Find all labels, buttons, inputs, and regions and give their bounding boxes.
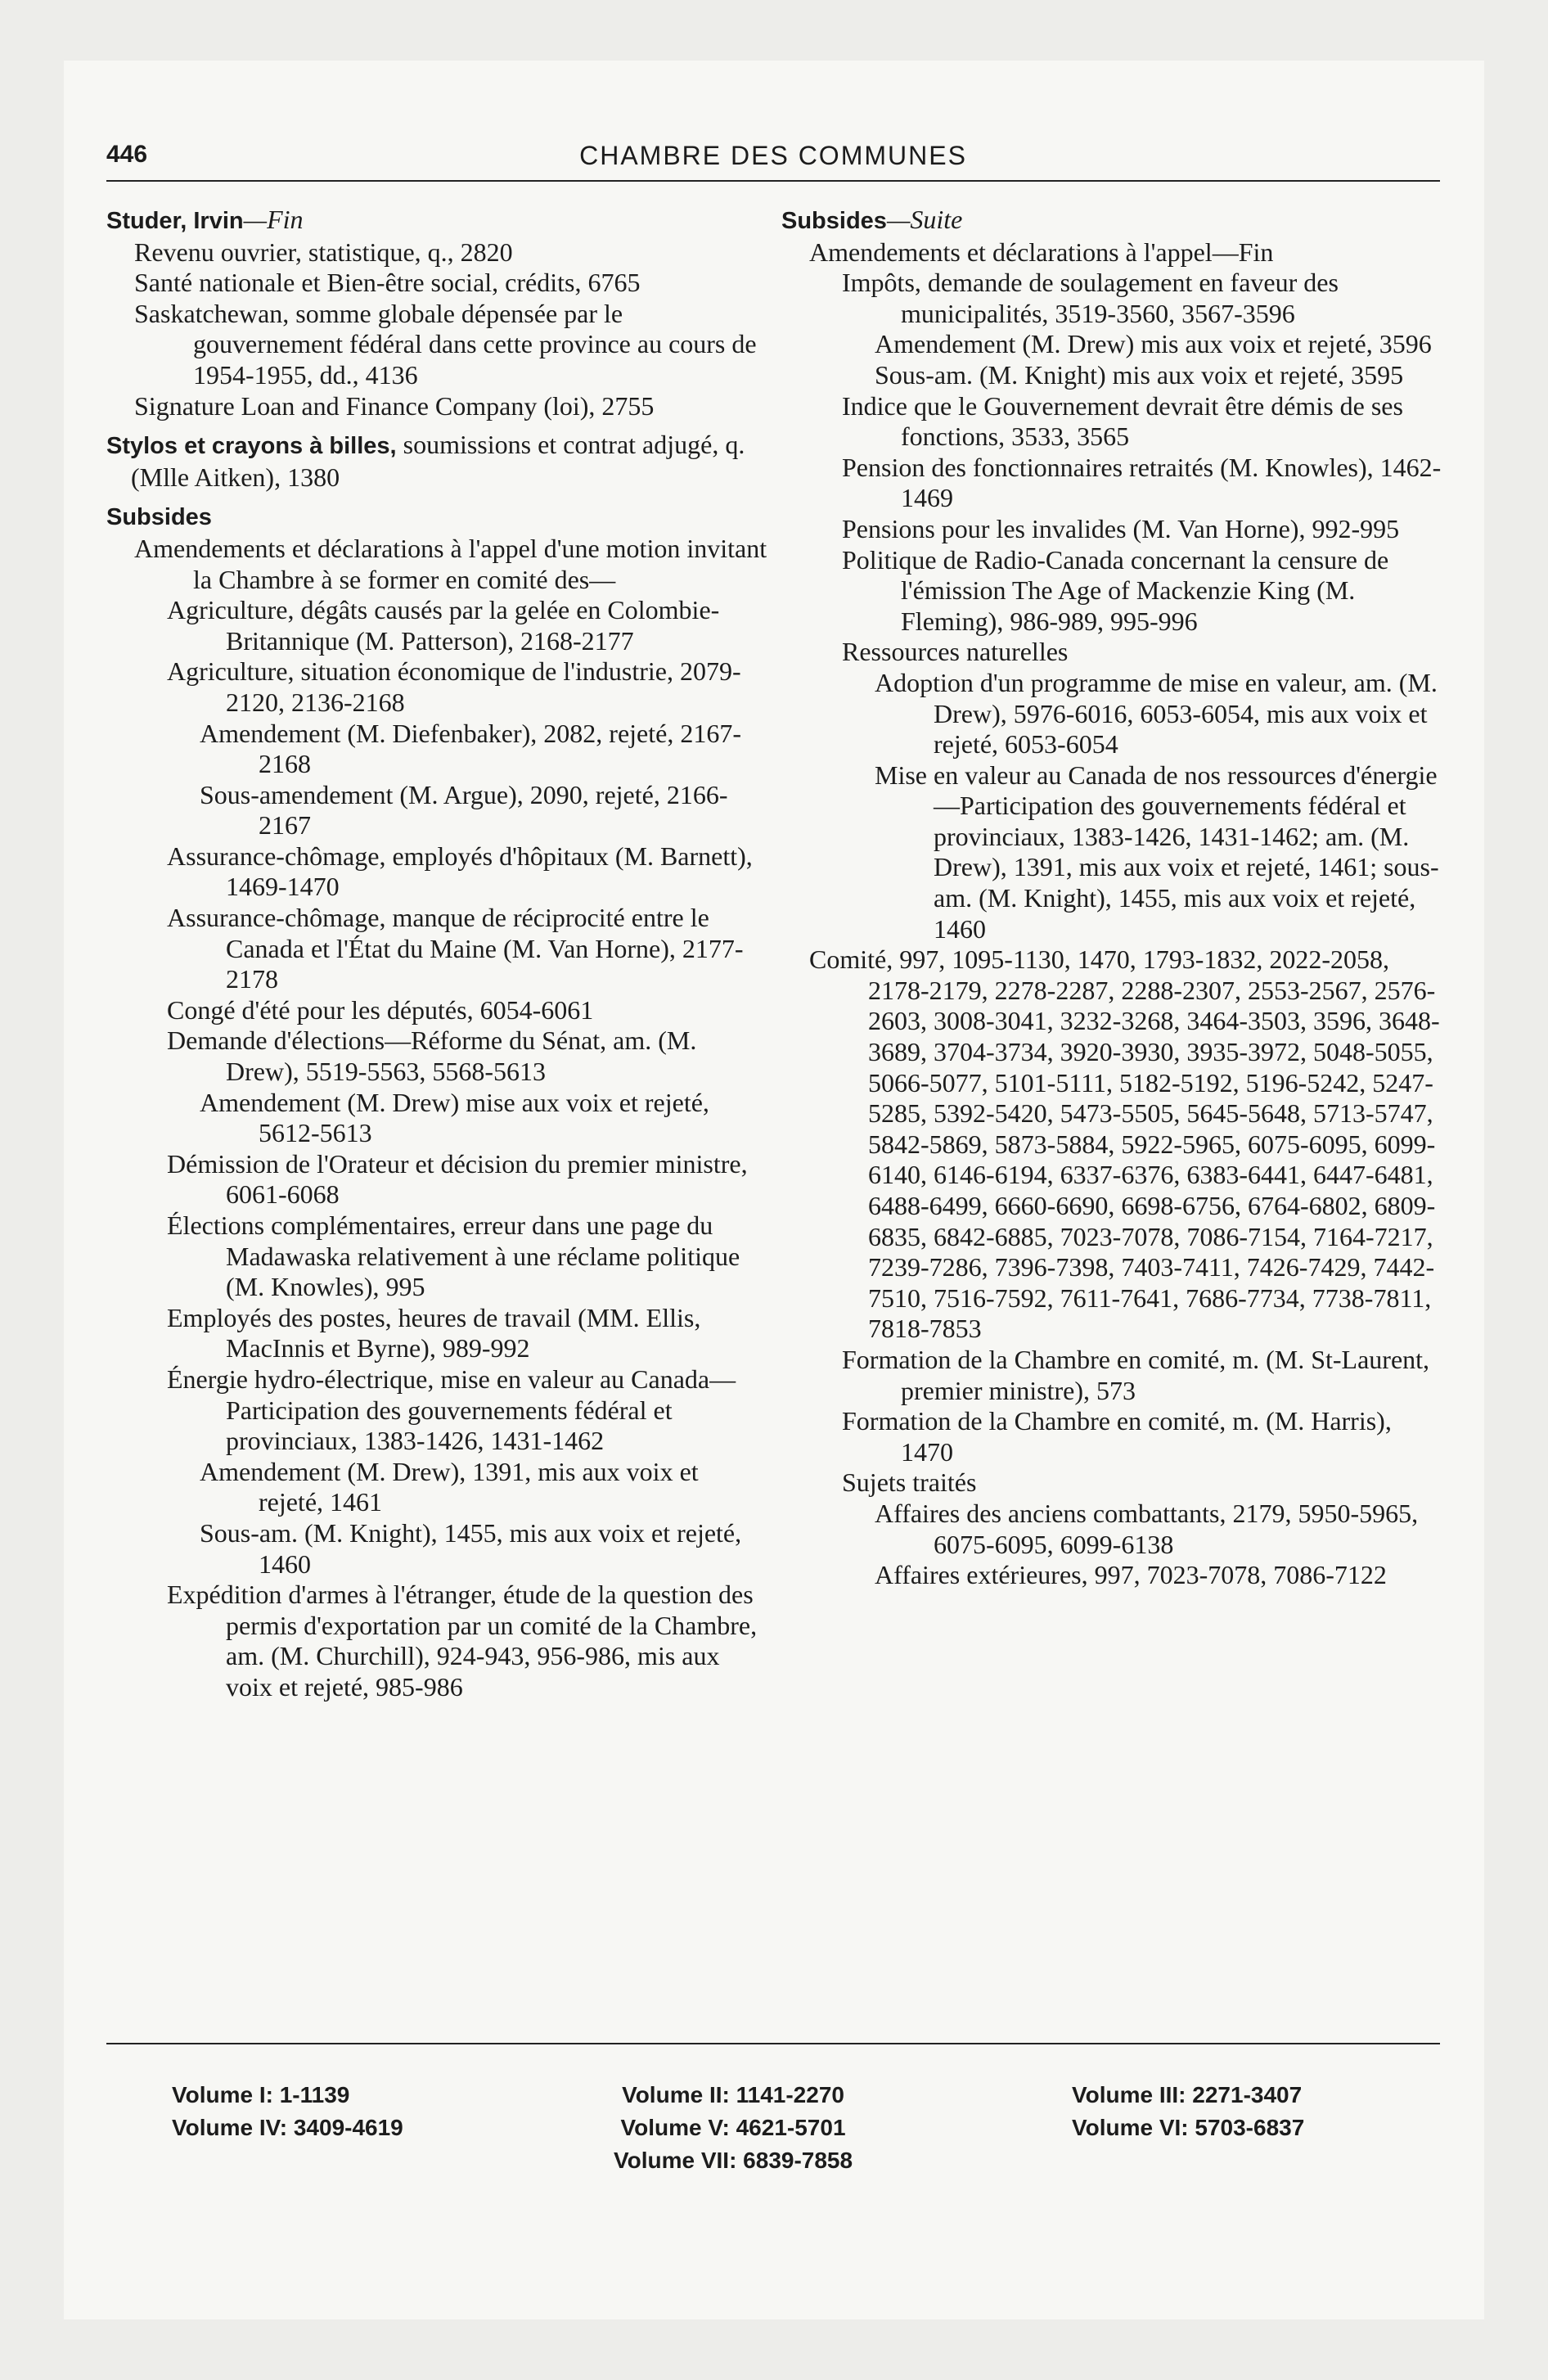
index-entry [781,329,1444,360]
entry-text: Santé nationale et Bien-être social, crédits, 6765 [134,268,641,298]
index-entry [106,391,769,422]
entry-text: Énergie hydro-électrique, mise en valeur au Canada—Participation des gouvernements fédéral et provinciaux, 1383-1426, 1431-1462 [167,1364,736,1456]
index-heading [106,501,769,534]
header-rule [106,180,1440,182]
index-entry [106,841,769,903]
index-heading [106,205,769,237]
heading-text: soumissions et contrat adjugé, q. (Mlle Aitken), 1380 [131,430,745,492]
entry-text: Agriculture, situation économique de l'industrie, 2079-2120, 2136-2168 [167,656,741,717]
volume-label: Volume II: 1141-2270 [622,2082,844,2107]
entry-text: Amendement (M. Drew), 1391, mis aux voix et rejeté, 1461 [200,1456,699,1517]
index-heading [106,430,769,493]
volume-label: Volume VI: 5703-6837 [1072,2115,1305,2140]
heading-suffix: —Fin [243,205,304,234]
entry-text: Mise en valeur au Canada de nos ressources d'énergie—Participation des gouvernements fédéral et provinciaux, 1383-1426, 1431-1462; am. (M. Drew), 1391, mis aux voix et rejeté, 1461; sous-am. (M. Knight), 1455, mis aux voix et rejeté, 1460 [875,760,1439,944]
index-entry [106,1518,769,1580]
index-entry [781,1560,1444,1591]
entry-text: Pension des fonctionnaires retraités (M. Knowles), 1462-1469 [842,452,1442,513]
entry-text: Adoption d'un programme de mise en valeur, am. (M. Drew), 5976-6016, 6053-6054, mis aux voix et rejeté, 6053-6054 [875,667,1438,760]
footer-volumes-col2 [614,2079,853,2177]
left-column [106,205,769,1703]
entry-text: Sous-amendement (M. Argue), 2090, rejeté, 2166-2167 [200,779,728,841]
index-entry [781,760,1444,945]
index-entry [781,1499,1444,1560]
entry-text: Amendements et déclarations à l'appel d'une motion invitant la Chambre à se former en comité des— [134,533,767,594]
index-entry [106,1364,769,1457]
entry-text: Saskatchewan, somme globale dépensée par le gouvernement fédéral dans cette province au cours de 1954-1955, dd., 4136 [134,298,757,390]
index-entry [106,1025,769,1087]
right-column [781,205,1444,1591]
footer-volumes-col1 [172,2079,403,2144]
index-entry [781,391,1444,453]
entry-text: Assurance-chômage, employés d'hôpitaux (M. Barnett), 1469-1470 [167,841,753,902]
index-entry [106,995,769,1026]
entry-text: Demande d'élections—Réforme du Sénat, am. (M. Drew), 5519-5563, 5568-5613 [167,1025,697,1087]
page-header [106,141,1440,182]
entry-text: Sous-am. (M. Knight), 1455, mis aux voix et rejeté, 1460 [200,1517,742,1579]
index-entry [781,453,1444,514]
index-entry [106,1457,769,1518]
index-entry [781,237,1444,268]
volume-label: Volume III: 2271-3407 [1072,2082,1303,2107]
index-entry [781,944,1444,1345]
heading-term: Studer, Irvin [106,208,244,234]
heading-term: Subsides [781,208,887,234]
index-entry [106,299,769,391]
entry-text: Assurance-chômage, manque de réciprocité entre le Canada et l'État du Maine (M. Van Horne), 2177-2178 [167,903,744,994]
footer-rule [106,2043,1440,2044]
index-entry [106,268,769,299]
index-entry [106,780,769,841]
volume-label: Volume I: 1-1139 [172,2082,350,2107]
heading-suffix: —Suite [886,205,963,234]
index-entry [781,637,1444,668]
heading-term: Subsides [106,504,212,531]
index-entry [106,903,769,995]
index-entry [781,1467,1444,1499]
entry-text: Employés des postes, heures de travail (MM. Ellis, MacInnis et Byrne), 989-992 [167,1302,701,1364]
index-entry [106,1149,769,1210]
entry-text: Indice que le Gouvernement devrait être démis de ses fonctions, 3533, 3565 [842,390,1403,452]
entry-text: Amendements et déclarations à l'appel—Fin [809,237,1274,267]
entry-text: Agriculture, dégâts causés par la gelée en Colombie-Britannique (M. Patterson), 2168-2177 [167,595,720,656]
entry-text: Congé d'été pour les députés, 6054-6061 [167,994,594,1025]
index-entry [106,1303,769,1364]
entry-text: Sujets traités [842,1467,977,1498]
index-entry [106,1580,769,1702]
index-entry [781,668,1444,760]
entry-text: Revenu ouvrier, statistique, q., 2820 [134,237,513,267]
index-entry [106,237,769,268]
index-entry [106,1088,769,1149]
index-entry [106,1210,769,1303]
index-entry [781,360,1444,391]
index-entry [106,595,769,656]
entry-text: Impôts, demande de soulagement en faveur des municipalités, 3519-3560, 3567-3596 [842,268,1339,328]
index-heading [781,205,1444,237]
index-entry [106,656,769,718]
index-entry [106,719,769,780]
volume-label: Volume V: 4621-5701 [620,2115,846,2140]
entry-text: Amendement (M. Drew) mis aux voix et rejeté, 3596 [875,329,1432,359]
entry-text: Affaires des anciens combattants, 2179, 5950-5965, 6075-6095, 6099-6138 [875,1498,1419,1559]
entry-text: Démission de l'Orateur et décision du premier ministre, 6061-6068 [167,1148,748,1210]
entry-text: Formation de la Chambre en comité, m. (M. St-Laurent, premier ministre), 573 [842,1344,1430,1405]
entry-text: Formation de la Chambre en comité, m. (M. Harris), 1470 [842,1406,1392,1467]
entry-text: Amendement (M. Diefenbaker), 2082, rejeté, 2167-2168 [200,718,741,779]
index-entry [781,1406,1444,1467]
entry-text: Pensions pour les invalides (M. Van Horne), 992-995 [842,513,1400,543]
entry-text: Expédition d'armes à l'étranger, étude de la question des permis d'exportation par un comité de la Chambre, am. (M. Churchill), 924-943, 956-986, mis aux voix et rejeté, 985-986 [167,1580,758,1702]
index-entry [781,1345,1444,1406]
entry-text: Signature Loan and Finance Company (loi), 2755 [134,390,655,421]
heading-term: Stylos et crayons à billes, [106,433,397,460]
entry-text: Amendement (M. Drew) mise aux voix et rejeté, 5612-5613 [200,1087,709,1148]
volume-label: Volume VII: 6839-7858 [614,2148,853,2173]
index-entry [781,545,1444,638]
page-number: 446 [106,141,148,168]
footer-volumes-col3 [1072,2079,1304,2144]
entry-text: Affaires extérieures, 997, 7023-7078, 7086-7122 [875,1560,1387,1590]
index-entry [781,268,1444,329]
page-title: CHAMBRE DES COMMUNES [579,141,967,170]
entry-text: Comité, 997, 1095-1130, 1470, 1793-1832, 2022-2058, 2178-2179, 2278-2287, 2288-2307, 2553-2567, 2576-2603, 3008-3041, 3232-3268, 3464-3503, 3596, 3648-3689, 3704-3734, 3920-3930, 3935-3972, 5048-5055, 5066-5077, 5101-5111, 5182-5192, 5196-5242, 5247-5285, 5392-5420, 5473-5505, 5645-5648, 5713-5747, 5842-5869, 5873-5884, 5922-5965, 6075-6095, 6099-6140, 6146-6194, 6337-6376, 6383-6441, 6447-6481, 6488-6499, 6660-6690, 6698-6756, 6764-6802, 6809-6835, 6842-6885, 7023-7078, 7086-7154, 7164-7217, 7239-7286, 7396-7398, 7403-7411, 7426-7429, 7442-7510, 7516-7592, 7611-7641, 7686-7734, 7738-7811, 7818-7853 [809,944,1440,1344]
volume-label: Volume IV: 3409-4619 [172,2115,403,2140]
entry-text: Élections complémentaires, erreur dans une page du Madawaska relativement à une réclame politique (M. Knowles), 995 [167,1210,740,1302]
entry-text: Sous-am. (M. Knight) mis aux voix et rejeté, 3595 [875,359,1404,390]
entry-text: Politique de Radio-Canada concernant la censure de l'émission The Age of Mackenzie King (M. Fleming), 986-989, 995-996 [842,544,1389,636]
entry-text: Ressources naturelles [842,637,1069,667]
index-entry [781,514,1444,545]
index-entry [106,534,769,595]
